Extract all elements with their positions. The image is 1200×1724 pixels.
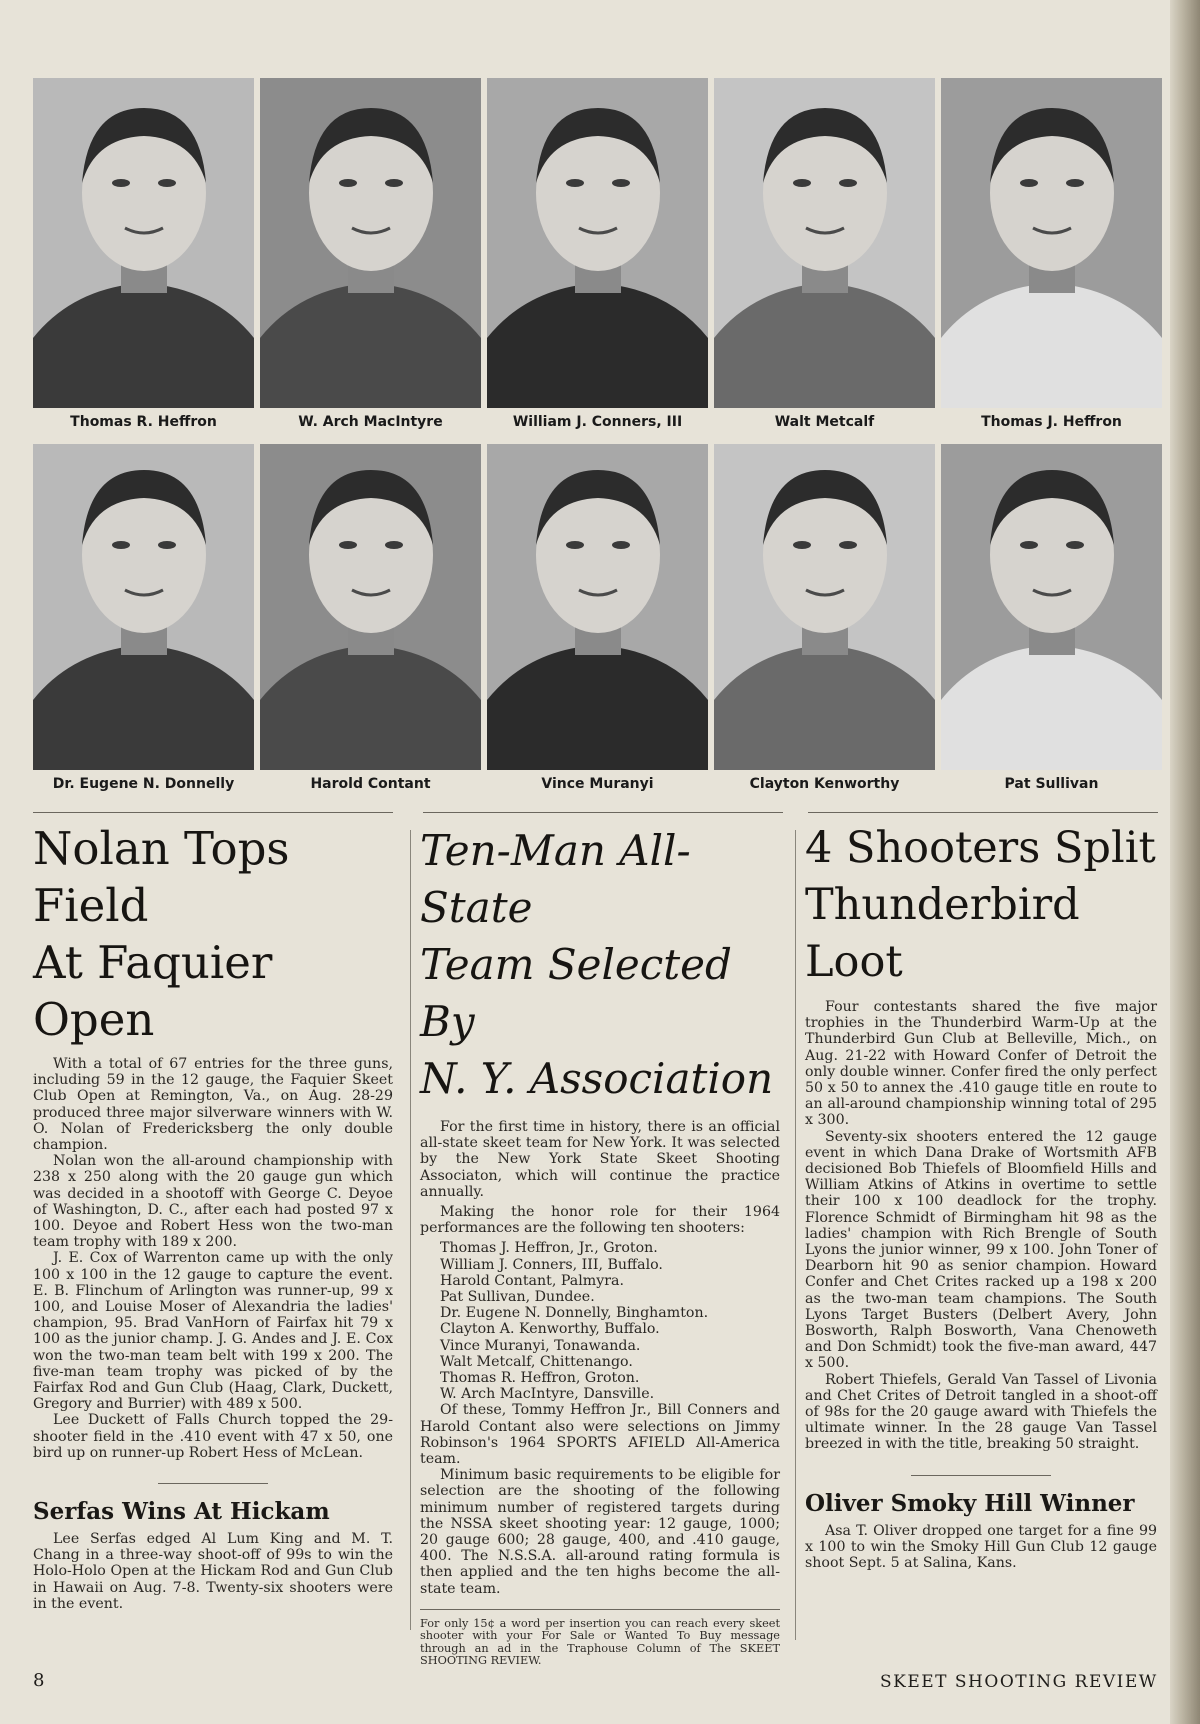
portrait-photo [260,444,481,770]
headline-line: Thunderbird Loot [805,880,1080,987]
portrait-silhouette [714,444,935,770]
page-number: 8 [33,1670,45,1691]
paragraph: Making the honor role for their 1964 performances are the following ten shooters: [420,1204,780,1237]
portrait-caption: Dr. Eugene N. Donnelly [52,776,235,792]
sub-headline: Serfas Wins At Hickam [33,1498,330,1526]
paragraph: Seventy-six shooters entered the 12 gauge event in which Dana Drake of Wortsmith AFB decisioned Bob Thiefels of Bloomfield Hills and William Atkins of Atkins in overtime to settle their 100 x 100 deadlock for the trophy. Florence Schmidt of Birmingham hit 98 as the ladies' champion with Rich Brengle of South Lyons the junior winner, 99 x 100. John Toner of Dearborn hit 90 as senior champion. Howard Confer and Chet Crites racked up a 198 x 200 as the two-man team champions. The South Lyons Target Busters (Delbert Avery, John Bosworth, Ralph Bosworth, Vana Chenoweth and Don Schmidt) took the five-man award, 447 x 500. [805,1128,1157,1372]
portrait-card [33,444,254,800]
column-divider [795,830,796,1640]
portrait-caption: Clayton Kenworthy [749,776,900,792]
portrait-silhouette [941,78,1162,408]
classified-notice: For only 15¢ a word per insertion you can reach every skeet shooter with your For Sale or Wanted To Buy message through an ad in the Traphouse Column of The SKEET SHOOTING REVIEW. [420,1616,780,1668]
article-headline [33,820,393,1048]
paragraph: Nolan won the all-around championship with 238 x 250 along with the 20 gauge gun which was decided in a shootoff with George C. Deyoe of Washington, D. C., after each had posted 97 x 100. Deyoe and Robert Hess won the two-man team trophy with 189 x 200. [33,1153,393,1251]
portrait-row-2 [33,444,1159,800]
portrait-photo [487,444,708,770]
list-item: Thomas R. Heffron, Groton. [440,1370,640,1387]
portrait-caption: Walt Metcalf [774,414,875,430]
headline-line: 4 Shooters Split [805,823,1156,873]
portrait-row-1 [33,78,1159,438]
portrait-silhouette [33,444,254,770]
portrait-photo [33,444,254,770]
sub-headline: Oliver Smoky Hill Winner [805,1489,1135,1517]
headline-line: Nolan Tops Field [33,822,290,932]
list-item: Walt Metcalf, Chittenango. [440,1353,633,1370]
portrait-silhouette [941,444,1162,770]
portrait-card [260,444,481,800]
article-body [805,999,1157,1453]
article-body [420,1119,780,1597]
paragraph: Four contestants shared the five major trophies in the Thunderbird Warm-Up at the Thunderbird Gun Club at Belleville, Mich., on Aug. 21-22 with Howard Confer of Detroit the only double winner. Confer fired the only perfect 50 x 50 to annex the .410 gauge title en route to an all-around championship winning total of 295 x 300. [805,999,1157,1129]
page-edge [1170,0,1200,1724]
notice-rule [420,1609,780,1610]
headline-line: At Faquier Open [33,936,273,1046]
section-rule [158,1483,268,1484]
portrait-silhouette [487,444,708,770]
portrait-caption: William J. Conners, III [512,414,683,430]
list-item: Pat Sullivan, Dundee. [440,1289,595,1306]
portrait-caption: Thomas R. Heffron [70,414,217,430]
portrait-card [714,444,935,800]
portrait-caption: Harold Contant [310,776,431,792]
paragraph: Lee Serfas edged Al Lum King and M. T. Chang in a three-way shoot-off of 99s to win the Holo-Holo Open at the Hickam Rod and Gun Club in Hawaii on Aug. 7-8. Twenty-six shooters were in the event. [33,1531,393,1612]
portrait-card [714,78,935,438]
paragraph: J. E. Cox of Warrenton came up with the only 100 x 100 in the 12 gauge to capture the event. E. B. Flinchum of Arlington was runner-up, 99 x 100, and Louise Moser of Alexandria the ladies' champion, 95. Brad VanHorn of Fairfax hit 79 x 100 as the junior champ. J. G. Andes and J. E. Cox won the two-man team belt with 199 x 200. The five-man team trophy was picked of by the Fairfax Rod and Gun Club (Haag, Clark, Duckett, Gregory and Burrier) with 489 x 500. [33,1250,393,1413]
list-item: Harold Contant, Palmyra. [440,1272,624,1289]
column-divider [410,830,411,1630]
paragraph: Robert Thiefels, Gerald Van Tassel of Livonia and Chet Crites of Detroit tangled in a shoot-off of 98s for the 20 gauge award with Thiefels the ultimate winner. In the 28 gauge Van Tassel breezed in with the title, breaking 50 straight. [805,1371,1157,1453]
portrait-card [487,78,708,438]
publication-name: SKEET SHOOTING REVIEW [880,1672,1158,1692]
list-item: Thomas J. Heffron, Jr., Groton. [440,1240,658,1257]
portrait-card [941,78,1162,438]
paragraph: With a total of 67 entries for the three guns, including 59 in the 12 gauge, the Faquier Skeet Club Open at Remington, Va., on Aug. 28-29 produced three major silverware winners with W. O. Nolan of Fredericksberg the only double champion. [33,1056,393,1154]
portrait-silhouette [260,78,481,408]
team-list [420,1240,780,1402]
list-item: W. Arch MacIntyre, Dansville. [440,1386,655,1403]
portrait-card [941,444,1162,800]
portrait-photo [941,78,1162,408]
article-body [33,1531,393,1612]
portrait-caption: Pat Sullivan [1004,776,1099,792]
portrait-caption: W. Arch MacIntyre [298,414,443,430]
portrait-photo [33,78,254,408]
portrait-card [33,78,254,438]
portrait-photo [260,78,481,408]
article-body [805,1523,1157,1572]
paragraph: Of these, Tommy Heffron Jr., Bill Conners and Harold Contant also were selections on Jimmy Robinson's 1964 SPORTS AFIELD All-America team. [420,1402,780,1468]
article-body [33,1056,393,1461]
portrait-caption: Vince Muranyi [541,776,654,792]
portrait-silhouette [487,78,708,408]
paragraph: Asa T. Oliver dropped one target for a fine 99 x 100 to win the Smoky Hill Gun Club 12 gauge shoot Sept. 5 at Salina, Kans. [805,1522,1157,1572]
column-rule [423,812,783,813]
portrait-silhouette [33,78,254,408]
portrait-photo [941,444,1162,770]
paragraph: Minimum basic requirements to be eligible for selection are the shooting of the following minimum number of registered targets during the NSSA skeet shooting year: 12 gauge, 1000; 20 gauge 600; 28 gauge, 400, and .410 gauge, 400. The N.S.S.A. all-around rating formula is then applied and the ten highs become the all-state team. [420,1467,780,1597]
portrait-photo [714,78,935,408]
article-thunderbird [805,820,1157,1571]
portrait-grid [33,78,1159,800]
portrait-card [487,444,708,800]
column-rule [33,812,393,813]
portrait-caption: Thomas J. Heffron [981,414,1122,430]
portrait-silhouette [714,78,935,408]
list-item: Dr. Eugene N. Donnelly, Binghamton. [440,1305,709,1322]
portrait-photo [487,78,708,408]
paragraph: For the first time in history, there is an official all-state skeet team for New York. It was selected by the New York State Skeet Shooting Associaton, which will continue the practice annually. [420,1119,780,1200]
article-faquier-open [33,820,393,1612]
headline-line: Team Selected By [420,940,732,1046]
portrait-photo [714,444,935,770]
article-all-state-team [420,822,780,1668]
column-rule [808,812,1158,813]
paragraph: Lee Duckett of Falls Church topped the 29-shooter field in the .410 event with 47 x 50, one bird up on runner-up Robert Hess of McLean. [33,1412,393,1461]
portrait-silhouette [260,444,481,770]
list-item: Clayton A. Kenworthy, Buffalo. [440,1321,660,1338]
portrait-card [260,78,481,438]
list-item: Vince Muranyi, Tonawanda. [440,1337,641,1354]
section-rule [911,1475,1051,1476]
article-headline [805,820,1157,991]
headline-line: N. Y. Association [420,1054,774,1103]
article-headline [420,822,780,1107]
headline-line: Ten-Man All-State [420,826,691,932]
list-item: William J. Conners, III, Buffalo. [440,1256,663,1273]
